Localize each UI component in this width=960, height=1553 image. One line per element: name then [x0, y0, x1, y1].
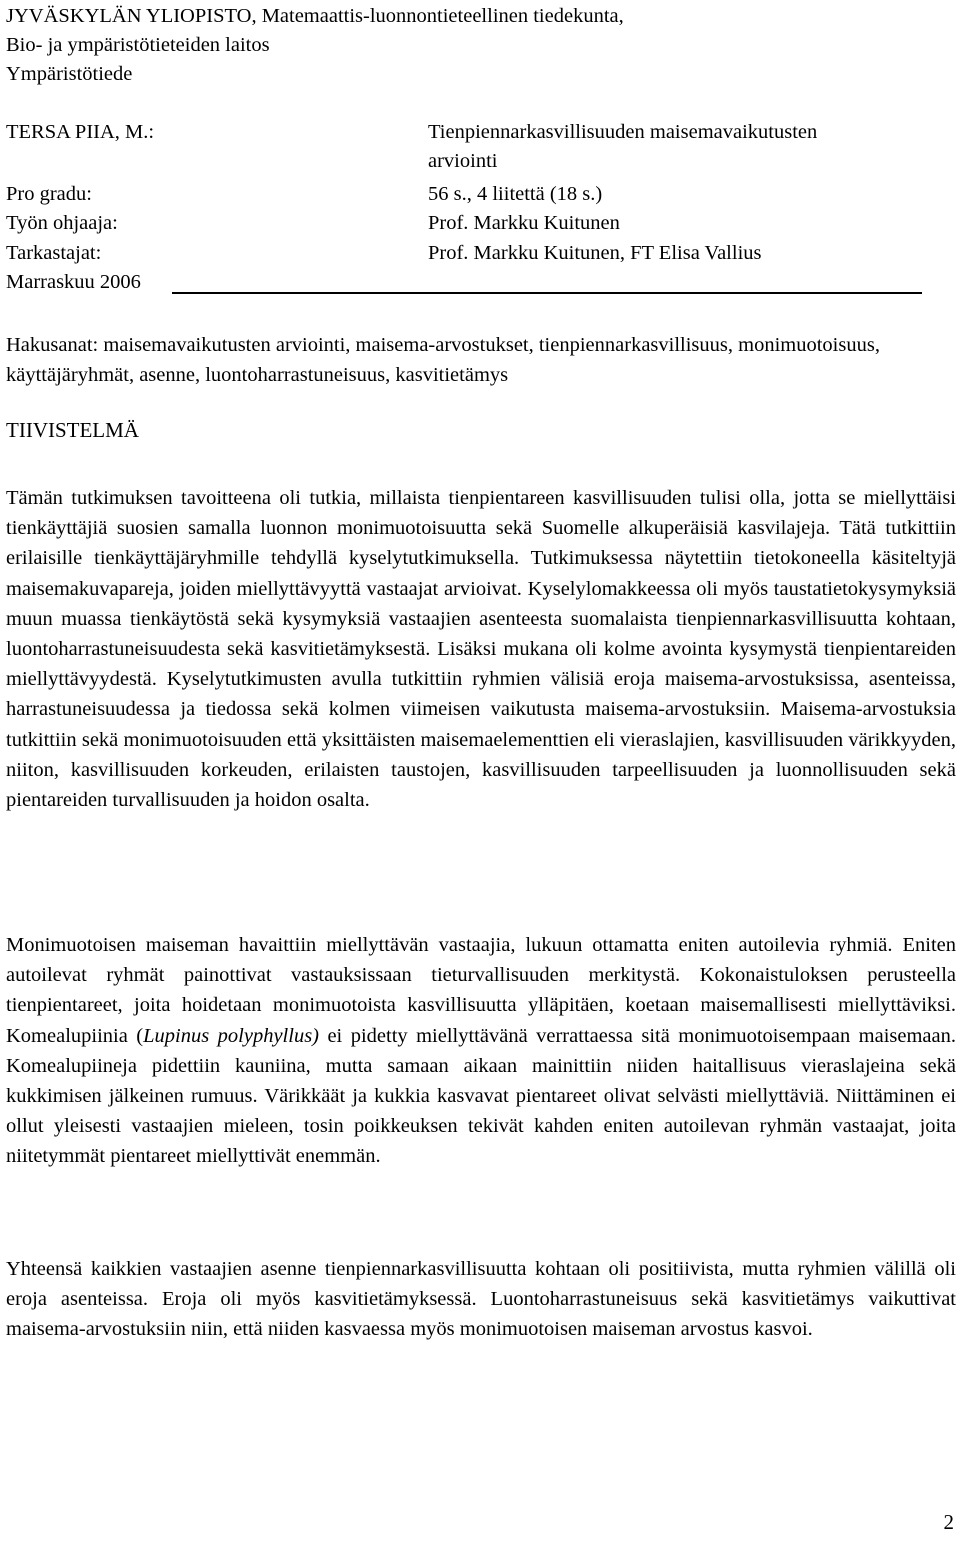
abstract-paragraph-2	[6, 930, 956, 1172]
supervisor-label: Työn ohjaaja:	[6, 212, 118, 234]
supervisor-name: Prof. Markku Kuitunen	[428, 212, 620, 234]
author-label: TERSA PIIA, M.:	[6, 121, 155, 143]
abstract-paragraph-3: Yhteensä kaikkien vastaajien asenne tienpiennarkasvillisuutta kohtaan oli positiivista, mutta ryhmien välillä oli eroja asenteissa. Eroja oli myös kasvitietämyksessä. Luontoharrastuneisuus sekä kasvitietämys vaikuttivat maisema-arvostuksiin niin, että niiden kasvaessa myös monimuotoisen maiseman arvostus kasvoi.	[6, 1258, 956, 1341]
university-line: JYVÄSKYLÄN YLIOPISTO, Matemaattis-luonnontieteellinen tiedekunta,	[6, 5, 624, 27]
date-line: Marraskuu 2006	[6, 271, 141, 293]
keywords-paragraph: Hakusanat: maisemavaikutusten arviointi, maisema-arvostukset, tienpiennarkasvillisuus, monimuotoisuus, käyttäjäryhmät, asenne, luontoharrastuneisuus, kasvitietämys	[6, 334, 880, 386]
subject-line: Ympäristötiede	[6, 63, 133, 85]
reviewers-label: Tarkastajat:	[6, 242, 102, 264]
thesis-title-line2: arviointi	[428, 150, 498, 172]
thesis-extent: 56 s., 4 liitettä (18 s.)	[428, 183, 603, 205]
paragraph-2-text-start: Monimuotoisen maiseman havaittiin miellyttävän vastaajia, lukuun ottamatta eniten autoilevia ryhmiä. Eniten autoilevat ryhmät painottivat vastauksissaan tieturvallisuuden merkitystä. Kokonaistuloksen perusteella tienpientareet, joita hoidetaan monimuotoista kasvillisuutta ylläpitäen, koetaan maisemallisesti miellyttäviksi. Komealupiinia (	[6, 934, 956, 1047]
thesis-type-label: Pro gradu:	[6, 183, 92, 205]
paragraph-2-text-end: ei pidetty miellyttävänä verrattaessa sitä monimuotoisempaan maisemaan. Komealupiineja pidettiin kauniina, mutta samaan aikaan mainittiin niiden haitallisuus vieraslajeina sekä kukkimisen jälkeinen rumuus. Värikkäät ja kukkia kasvavat pientareet olivat selvästi miellyttäviä. Niittäminen ei ollut yleisesti vastaajien mieleen, tosin poikkeuksen tekivät kahden eniten autoilevan ryhmän vastaajat, joita niitetymmät pientareet miellyttivät enemmän.	[6, 1024, 957, 1168]
department-line: Bio- ja ympäristötieteiden laitos	[6, 34, 270, 56]
abstract-paragraph-1: Tämän tutkimuksen tavoitteena oli tutkia, millaista tienpientareen kasvillisuuden tulisi olla, jotta se miellyttäisi tienkäyttäjiä suosien samalla luonnon monimuotoisuutta sekä Suomelle alkuperäisiä kasvilajeja. Tätä tutkittiin erilaisille tienkäyttäjäryhmille tehdyllä kyselytutkimuksella. Tutkimuksessa näytettiin tietokoneella käsiteltyjä maisemakuvapareja, joiden miellyttävyyttä vastaajat arvioivat. Kyselylomakkeessa oli myös taustatietokysymyksiä muun muassa tienkäytöstä sekä kysymyksiä vastaajien asenteesta suomalaista tienpiennarkasvillisuutta kohtaan, luontoharrastuneisuudesta sekä kasvitietämyksestä. Lisäksi mukana oli kolme avointa kysymystä tienpientareiden miellyttävyydestä. Kyselytutkimusten avulla tutkittiin ryhmien välisiä eroja maisema-arvostuksissa, asenteissa, harrastuneisuudessa ja tiedossa sekä kolmen viimeisen vaikutusta maisema-arvostuksiin. Maisema-arvostuksia tutkittiin sekä monimuotoisuuden että yksittäisten maisemaelementtien eli vieraslajien, kasvillisuuden värikkyyden, niiton, kasvillisuuden korkeuden, erilaisten taustojen, kasvillisuuden tarpeellisuuden ja luonnollisuuden sekä pientareiden turvallisuuden ja hoidon osalta.	[6, 487, 956, 812]
page-number: 2	[943, 1510, 954, 1534]
species-name: Lupinus polyphyllus)	[143, 1024, 319, 1047]
thesis-title-line1: Tienpiennarkasvillisuuden maisemavaikutusten	[428, 121, 818, 143]
abstract-heading: TIIVISTELMÄ	[6, 418, 139, 442]
date-underline	[172, 292, 922, 294]
reviewers-names: Prof. Markku Kuitunen, FT Elisa Vallius	[428, 242, 762, 264]
